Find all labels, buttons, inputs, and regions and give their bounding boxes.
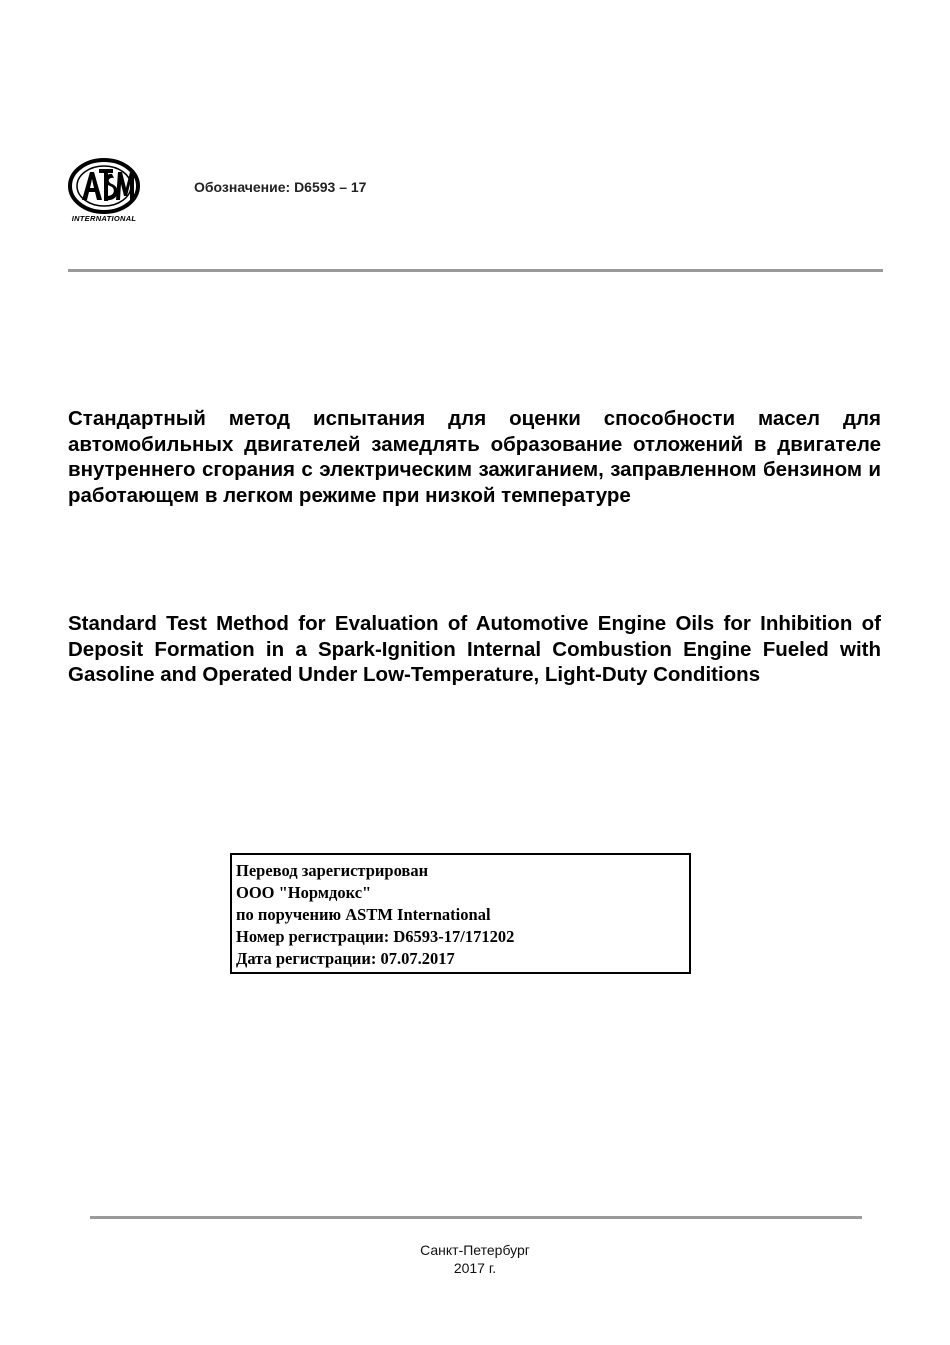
registration-line: по поручению ASTM International (236, 905, 491, 924)
registration-line: Перевод зарегистрирован (236, 861, 429, 880)
registration-box (230, 853, 691, 974)
logo-caption: INTERNATIONAL (71, 214, 137, 223)
registration-line: ООО "Нормдокс" (236, 883, 372, 902)
footer-year: 2017 г. (453, 1260, 497, 1276)
top-divider (68, 269, 883, 272)
astm-logo (66, 158, 142, 228)
footer-city: Санкт-Петербург (420, 1242, 530, 1258)
astm-logo-icon (66, 158, 142, 214)
registration-line: Дата регистрации: 07.07.2017 (236, 949, 455, 968)
registration-line: Номер регистрации: D6593-17/171202 (236, 927, 515, 946)
title-english: Standard Test Method for Evaluation of Automotive Engine Oils for Inhibition of Deposit Formation in a Spark-Ignition Internal Combustion Engine Fueled with Gasoline and Operated Under Low-Temperature, Light-Duty Conditions (68, 612, 881, 687)
document-designation: Обозначение: D6593 – 17 (194, 179, 367, 195)
bottom-divider (90, 1216, 862, 1219)
title-russian: Стандартный метод испытания для оценки способности масел для автомобильных двигателей замедлять образование отложений в двигателе внутреннего сгорания с электрическим зажиганием, заправленном бензином и работающем в легком режиме при низкой температуре (68, 407, 881, 508)
